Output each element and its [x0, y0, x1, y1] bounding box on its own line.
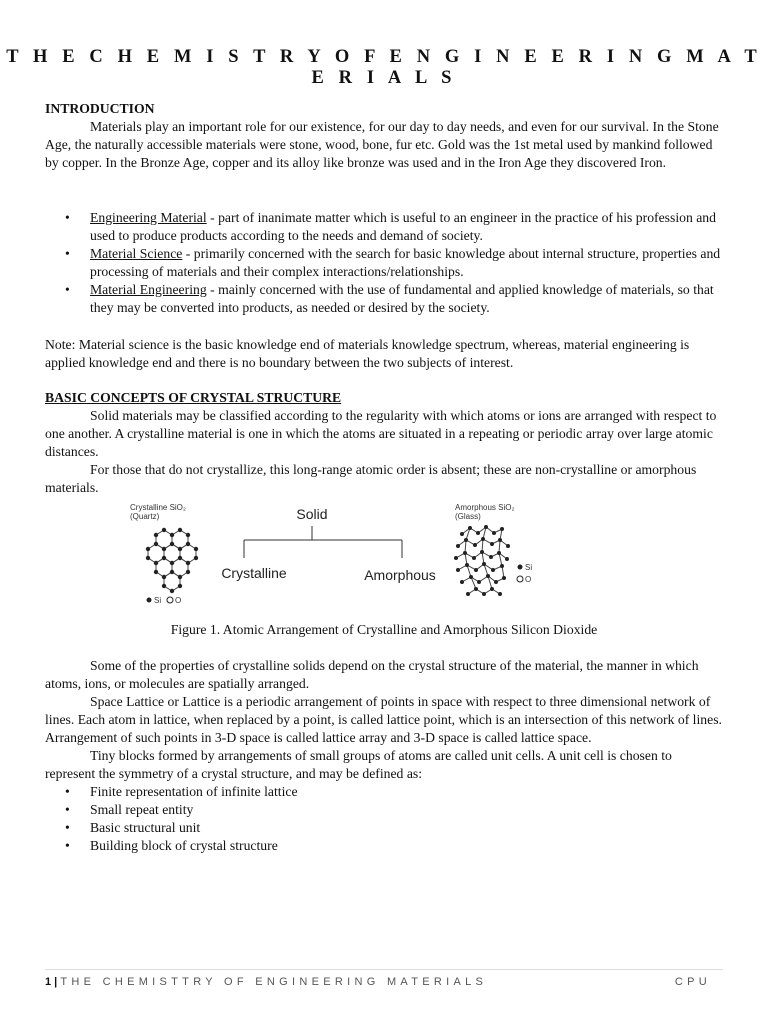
si-legend-dot [147, 598, 152, 603]
list-item-text: Small repeat entity [90, 802, 194, 817]
list-item: • Small repeat entity [65, 802, 194, 817]
footer-separator: | [51, 976, 61, 988]
crystalline-sublabel: (Quartz) [130, 512, 160, 521]
glass-network-image [456, 527, 508, 594]
figure-crystalline-amorphous [122, 500, 542, 612]
page-number: 1 [45, 976, 52, 988]
properties-paragraph-2: Space Lattice or Lattice is a periodic arrangement of points in space with respect to three dimensional network of lines. Each atom in lattice, when replaced by a point, is called lattice point, which is an intersection of this network of lines. Arrangement of such points in 3-D space is called lattice array and 3-D space is called lattice space. [45, 694, 722, 745]
page-footer [45, 976, 723, 992]
properties-paragraph-3: Tiny blocks formed by arrangements of small groups of atoms are called unit cells. A unit cell is chosen to represent the symmetry of a crystal structure, and may be defined as: [45, 748, 672, 781]
tree-branch-crystalline: Crystalline [221, 565, 287, 581]
introduction-paragraph: Materials play an important role for our existence, for our day to day needs, and even for our survival. In the Stone Age, the naturally accessible materials were stone, wood, bone, fur etc. Gold was the 1st metal used by mankind followed by copper. In the Bronze Age, copper and its alloy like bronze was used and in the Iron Age they discovered Iron. [45, 119, 719, 170]
term-engineering-material: Engineering Material [90, 210, 207, 225]
figure-caption: Figure 1. Atomic Arrangement of Crystalline and Amorphous Silicon Dioxide [170, 622, 598, 637]
document-title: T H E C H E M I S T R Y O F E N G I N E E R I N G M A T E R I A L S [6, 47, 762, 88]
list-item: • Building block of crystal structure [65, 838, 278, 853]
list-item-text: Building block of crystal structure [90, 838, 278, 853]
crystal-paragraph-1: Solid materials may be classified according to the regularity with which atoms or ions are arranged with respect to one another. A crystalline material is one in which the atoms are situated in a repeating or periodic array over large atomic distances. [45, 408, 717, 459]
properties-paragraph-1: Some of the properties of crystalline solids depend on the crystal structure of the material, the manner in which atoms, ions, or molecules are spatially arranged. [45, 658, 699, 691]
list-item: • Engineering Material - part of inanimate matter which is useful to an engineer in the practice of his profession and used to produce products according to the needs and demand of society. [65, 210, 716, 243]
crystalline-label: Crystalline SiO₂ [130, 503, 187, 512]
term-material-engineering: Material Engineering [90, 282, 207, 297]
list-item: • Material Science - primarily concerned with the search for basic knowledge about internal structure, properties and processing of materials and their complex interactions/relationships. [65, 246, 721, 279]
amorphous-label: Amorphous SiO₂ [455, 503, 515, 512]
note-text: Note: Material science is the basic knowledge end of materials knowledge spectrum, whereas, material engineering is applied knowledge end and there is no boundary between the two subjects of interest. [45, 337, 690, 370]
list-item: • Material Engineering - mainly concerned with the use of fundamental and applied knowledge of materials, so that they may be converted into products, as needed or desired by the society. [65, 282, 714, 315]
o-legend-label: O [175, 596, 182, 605]
term-material-science: Material Science [90, 246, 183, 261]
amorphous-sublabel: (Glass) [455, 512, 481, 521]
crystal-structure-section [45, 389, 725, 497]
tree-branch-amorphous: Amorphous [364, 567, 436, 583]
introduction-section [45, 100, 725, 172]
o-legend-dot [167, 597, 173, 603]
definition-text: - mainly concerned with the use of fundamental and applied knowledge of materials, so that they may be converted into products, as needed or desired by the society. [90, 282, 714, 315]
unit-cell-definitions [45, 783, 725, 855]
running-head: THE CHEMISTTRY OF ENGINEERING MATERIALS [60, 976, 488, 988]
crystal-paragraph-2: For those that do not crystallize, this long-range atomic order is absent; these are non-crystalline or amorphous materials. [45, 462, 697, 495]
note-paragraph [45, 336, 725, 372]
definition-text: - part of inanimate matter which is useful to an engineer in the practice of his profession and used to produce products according to the needs and demand of society. [90, 210, 716, 243]
list-item: • Basic structural unit [65, 820, 201, 835]
properties-section [45, 657, 725, 855]
si-legend-label: Si [154, 596, 162, 605]
definitions-list [45, 209, 725, 317]
tree-root-solid: Solid [296, 506, 328, 522]
o-legend-label-right: O [525, 575, 532, 584]
footer-divider [45, 969, 723, 970]
list-item: • Finite representation of infinite lattice [65, 784, 298, 799]
glass-atoms [454, 525, 510, 596]
footer-right-label: CPU [674, 976, 711, 988]
introduction-heading: INTRODUCTION [45, 101, 155, 116]
definition-text: - primarily concerned with the search for basic knowledge about internal structure, properties and processing of materials and their complex interactions/relationships. [90, 246, 721, 279]
si-legend-label-right: Si [525, 563, 533, 572]
si-legend-dot-right [518, 565, 523, 570]
list-item-text: Basic structural unit [90, 820, 201, 835]
quartz-lattice-image [148, 530, 196, 591]
list-item-text: Finite representation of infinite lattice [90, 784, 298, 799]
o-legend-dot-right [517, 576, 523, 582]
classification-tree-lines [244, 526, 402, 558]
crystal-structure-heading: BASIC CONCEPTS OF CRYSTAL STRUCTURE [45, 390, 342, 405]
